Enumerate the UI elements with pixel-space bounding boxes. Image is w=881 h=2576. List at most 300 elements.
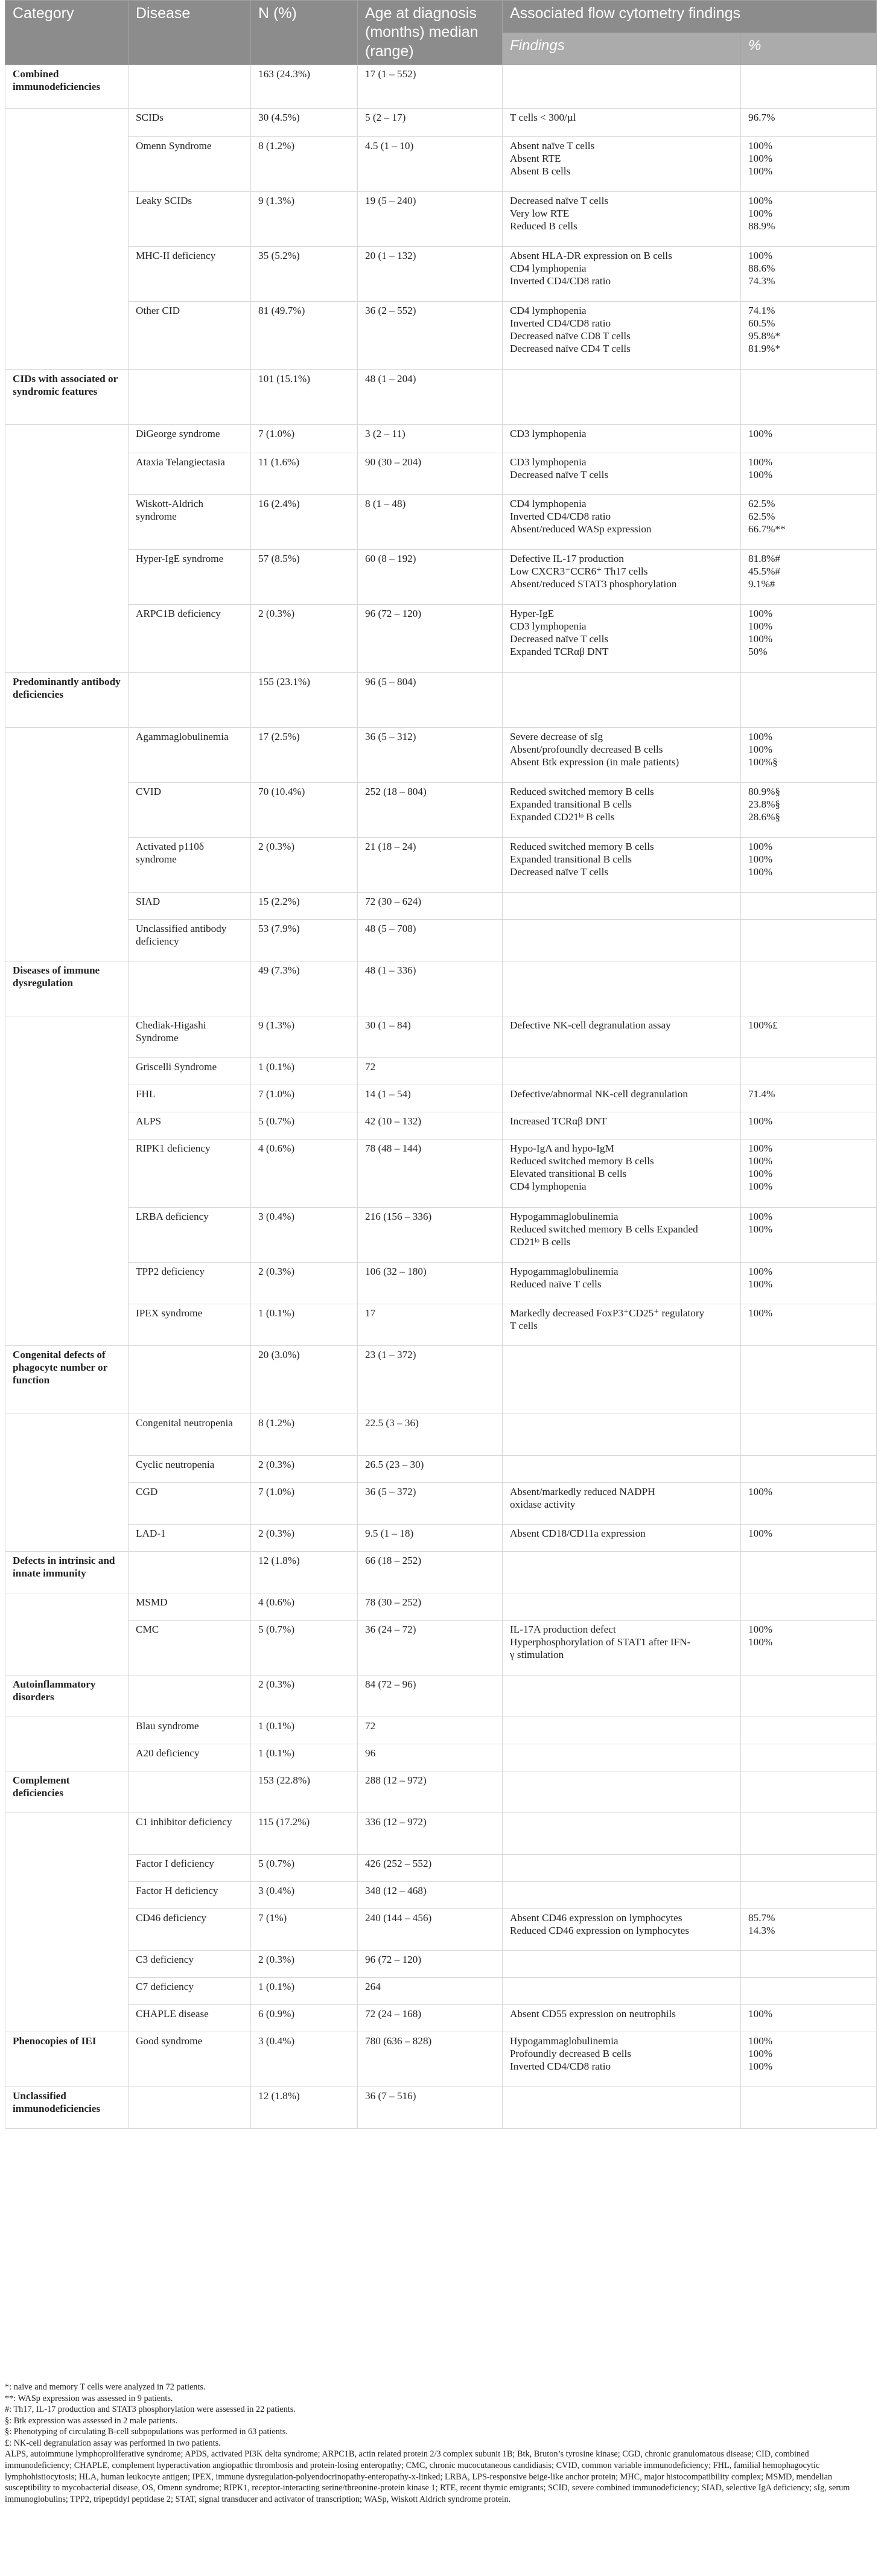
disease-name: Factor H deficiency xyxy=(129,1881,251,1908)
category-spacer xyxy=(5,108,129,369)
disease-name: CD46 deficiency xyxy=(129,1908,251,1950)
pct-line: 81.9%* xyxy=(748,342,780,354)
table-row xyxy=(5,1771,877,1812)
table-row xyxy=(5,1016,877,1057)
pct-line: 100% xyxy=(748,866,773,878)
pct-cell xyxy=(741,1854,877,1881)
pct-line: 50% xyxy=(748,645,768,657)
category-spacer xyxy=(5,424,129,672)
age-cell: 8 (1 – 48) xyxy=(358,494,503,549)
col-header-n: N (%) xyxy=(251,1,358,65)
findings-cell xyxy=(503,1812,741,1854)
finding-line: Hyper-IgE xyxy=(510,607,555,619)
age-cell: 26.5 (23 – 30) xyxy=(358,1455,503,1482)
age-cell: 106 (32 – 180) xyxy=(358,1262,503,1304)
category-label: Congenital defects of phagocyte number or function xyxy=(5,1345,129,1414)
pct-line: 100% xyxy=(748,1167,773,1179)
age-cell: 240 (144 – 456) xyxy=(358,1908,503,1950)
findings-cell xyxy=(503,2087,741,2128)
table-row xyxy=(5,1593,877,1620)
findings-cell xyxy=(503,2032,741,2087)
pct-cell xyxy=(741,1455,877,1482)
pct-cell xyxy=(741,1675,877,1717)
findings-cell xyxy=(503,369,741,424)
pct-cell xyxy=(741,1771,877,1812)
disease-name: FHL xyxy=(129,1085,251,1112)
n-cell: 35 (5.2%) xyxy=(251,246,358,301)
disease-name: MHC-II deficiency xyxy=(129,246,251,301)
disease-name: Blau syndrome xyxy=(129,1717,251,1744)
disease-name: Wiskott-Aldrich syndrome xyxy=(129,494,251,549)
category-label: Unclassified immunodeficiencies xyxy=(5,2087,129,2128)
pct-line: 100%£ xyxy=(748,1019,778,1031)
pct-line: 66.7%** xyxy=(748,523,786,535)
finding-line: Markedly decreased FoxP3⁺CD25⁺ regulatory xyxy=(510,1307,705,1319)
findings-cell xyxy=(503,727,741,782)
finding-line: Expanded transitional B cells xyxy=(510,853,632,865)
age-cell: 348 (12 – 468) xyxy=(358,1881,503,1908)
findings-cell xyxy=(503,604,741,672)
finding-line: oxidase activity xyxy=(510,1498,576,1510)
table-row xyxy=(5,1345,877,1414)
pct-cell xyxy=(741,1207,877,1262)
pct-cell xyxy=(741,2004,877,2032)
n-cell: 11 (1.6%) xyxy=(251,453,358,494)
pct-cell xyxy=(741,604,877,672)
findings-cell xyxy=(503,1345,741,1414)
table-row xyxy=(5,1881,877,1908)
table-row xyxy=(5,494,877,549)
age-cell: 336 (12 – 972) xyxy=(358,1812,503,1854)
n-cell: 7 (1%) xyxy=(251,1908,358,1950)
n-cell: 3 (0.4%) xyxy=(251,1207,358,1262)
findings-cell xyxy=(503,65,741,108)
table-row xyxy=(5,1482,877,1524)
pct-cell xyxy=(741,1057,877,1085)
findings-cell xyxy=(503,1085,741,1112)
pct-line: 100% xyxy=(748,152,773,164)
age-cell: 36 (24 – 72) xyxy=(358,1620,503,1675)
disease-name: Agammaglobulinemia xyxy=(129,727,251,782)
table-row xyxy=(5,424,877,453)
findings-cell xyxy=(503,892,741,919)
pct-line: 100% xyxy=(748,1142,773,1154)
n-cell: 2 (0.3%) xyxy=(251,604,358,672)
pct-cell xyxy=(741,1414,877,1455)
pct-line: 96.7% xyxy=(748,111,775,123)
n-cell: 7 (1.0%) xyxy=(251,1482,358,1524)
pct-line: 80.9%§ xyxy=(748,785,780,797)
finding-line: Absent HLA-DR expression on B cells xyxy=(510,249,672,261)
pct-cell xyxy=(741,494,877,549)
pct-line: 88.6% xyxy=(748,262,775,274)
table-row xyxy=(5,549,877,604)
category-label: Autoinflammatory disorders xyxy=(5,1675,129,1717)
age-cell: 84 (72 – 96) xyxy=(358,1675,503,1717)
pct-line: 14.3% xyxy=(748,1924,775,1936)
table-row xyxy=(5,1057,877,1085)
category-label: Diseases of immune dysregulation xyxy=(5,961,129,1016)
finding-line: Reduced CD46 expression on lymphocytes xyxy=(510,1924,689,1936)
n-cell: 4 (0.6%) xyxy=(251,1593,358,1620)
pct-cell xyxy=(741,246,877,301)
age-cell: 36 (7 – 516) xyxy=(358,2087,503,2128)
table-row xyxy=(5,2087,877,2128)
table-row xyxy=(5,1950,877,1977)
n-cell: 1 (0.1%) xyxy=(251,1744,358,1771)
disease-name: MSMD xyxy=(129,1593,251,1620)
findings-cell xyxy=(503,1593,741,1620)
category-spacer xyxy=(5,1717,129,1771)
pct-line: 100% xyxy=(748,1180,773,1192)
disease-name: SIAD xyxy=(129,892,251,919)
table-row xyxy=(5,1908,877,1950)
findings-cell xyxy=(503,2004,741,2032)
n-cell: 2 (0.3%) xyxy=(251,1524,358,1551)
n-cell: 30 (4.5%) xyxy=(251,108,358,136)
age-cell: 5 (2 – 17) xyxy=(358,108,503,136)
disease-name: SCIDs xyxy=(129,108,251,136)
findings-cell xyxy=(503,1908,741,1950)
pct-cell xyxy=(741,453,877,494)
findings-cell xyxy=(503,1950,741,1977)
finding-line: CD21ˡᵒ B cells xyxy=(510,1235,571,1248)
n-cell: 1 (0.1%) xyxy=(251,1977,358,2004)
finding-line: CD4 lymphopenia xyxy=(510,304,587,316)
table-row xyxy=(5,2004,877,2032)
category-spacer xyxy=(5,1016,129,1345)
pct-line: 100% xyxy=(748,607,773,619)
pct-line: 74.3% xyxy=(748,275,775,287)
pct-cell xyxy=(741,1112,877,1139)
disease-name: C3 deficiency xyxy=(129,1950,251,1977)
age-cell: 21 (18 – 24) xyxy=(358,837,503,892)
footnote: §: Phenotyping of circulating B-cell subpopulations was performed in 63 patients. xyxy=(5,2427,288,2437)
pct-line: 81.8%# xyxy=(748,552,780,564)
finding-line: Absent/profoundly decreased B cells xyxy=(510,743,663,755)
disease-name: ALPS xyxy=(129,1112,251,1139)
age-cell: 780 (636 – 828) xyxy=(358,2032,503,2087)
disease-name: Other CID xyxy=(129,301,251,369)
finding-line: CD4 lymphopenia xyxy=(510,1180,587,1192)
finding-line: Hypogammaglobulinemia xyxy=(510,1265,619,1277)
finding-line: CD3 lymphopenia xyxy=(510,620,587,632)
disease-name: Activated p110δ syndrome xyxy=(129,837,251,892)
findings-cell xyxy=(503,1551,741,1593)
n-cell: 8 (1.2%) xyxy=(251,136,358,191)
finding-line: Absent RTE xyxy=(510,152,561,164)
finding-line: Defective NK-cell degranulation assay xyxy=(510,1019,671,1031)
pct-cell xyxy=(741,1085,877,1112)
table-row xyxy=(5,1620,877,1675)
n-cell: 12 (1.8%) xyxy=(251,1551,358,1593)
age-cell: 14 (1 – 54) xyxy=(358,1085,503,1112)
findings-cell xyxy=(503,1854,741,1881)
finding-line: Decreased naïve T cells xyxy=(510,633,609,645)
findings-cell xyxy=(503,672,741,727)
findings-cell xyxy=(503,1771,741,1812)
pct-cell xyxy=(741,1812,877,1854)
pct-line: 62.5% xyxy=(748,510,775,522)
header-row xyxy=(5,1,877,33)
n-cell: 9 (1.3%) xyxy=(251,191,358,246)
table-row xyxy=(5,1455,877,1482)
age-cell: 48 (5 – 708) xyxy=(358,919,503,961)
table-row xyxy=(5,672,877,727)
disease-name: Hyper-IgE syndrome xyxy=(129,549,251,604)
pct-line: 100% xyxy=(748,249,773,261)
pct-line: 100% xyxy=(748,1115,773,1127)
age-cell: 72 xyxy=(358,1057,503,1085)
findings-cell xyxy=(503,1139,741,1207)
finding-line: Absent B cells xyxy=(510,165,571,177)
category-label: Complement deficiencies xyxy=(5,1771,129,1812)
pct-cell xyxy=(741,136,877,191)
pct-cell xyxy=(741,2032,877,2087)
n-cell: 2 (0.3%) xyxy=(251,837,358,892)
findings-cell xyxy=(503,549,741,604)
age-cell: 36 (5 – 312) xyxy=(358,727,503,782)
finding-line: Profoundly decreased B cells xyxy=(510,2047,631,2059)
category-label: Defects in intrinsic and innate immunity xyxy=(5,1551,129,1593)
n-cell: 1 (0.1%) xyxy=(251,1057,358,1085)
disease-name: TPP2 deficiency xyxy=(129,1262,251,1304)
age-cell: 288 (12 – 972) xyxy=(358,1771,503,1812)
finding-line: Inverted CD4/CD8 ratio xyxy=(510,2060,611,2072)
age-cell: 3 (2 – 11) xyxy=(358,424,503,453)
age-cell: 78 (30 – 252) xyxy=(358,1593,503,1620)
n-cell: 101 (15.1%) xyxy=(251,369,358,424)
finding-line: Hypogammaglobulinemia xyxy=(510,2035,619,2047)
category-spacer xyxy=(5,1812,129,2032)
finding-line: Expanded TCRαβ DNT xyxy=(510,645,609,657)
finding-line: Absent CD55 expression on neutrophils xyxy=(510,2007,676,2020)
age-cell: 22.5 (3 – 36) xyxy=(358,1414,503,1455)
n-cell: 7 (1.0%) xyxy=(251,1085,358,1112)
category-spacer xyxy=(5,1414,129,1551)
finding-line: Inverted CD4/CD8 ratio xyxy=(510,510,611,522)
finding-line: Hypo-IgA and hypo-IgM xyxy=(510,1142,614,1154)
finding-line: Low CXCR3⁻CCR6⁺ Th17 cells xyxy=(510,565,648,577)
n-cell: 153 (22.8%) xyxy=(251,1771,358,1812)
finding-line: Absent Btk expression (in male patients) xyxy=(510,756,679,768)
findings-cell xyxy=(503,1262,741,1304)
findings-cell xyxy=(503,1675,741,1717)
age-cell: 4.5 (1 – 10) xyxy=(358,136,503,191)
n-cell: 4 (0.6%) xyxy=(251,1139,358,1207)
findings-cell xyxy=(503,1455,741,1482)
n-cell: 163 (24.3%) xyxy=(251,65,358,108)
table-row xyxy=(5,1675,877,1717)
n-cell: 2 (0.3%) xyxy=(251,1455,358,1482)
pct-line: 88.9% xyxy=(748,220,775,232)
finding-line: Absent naïve T cells xyxy=(510,139,595,151)
n-cell: 7 (1.0%) xyxy=(251,424,358,453)
n-cell: 2 (0.3%) xyxy=(251,1675,358,1717)
disease-name: Griscelli Syndrome xyxy=(129,1057,251,1085)
n-cell: 3 (0.4%) xyxy=(251,1881,358,1908)
pct-cell xyxy=(741,1744,877,1771)
category-label: CIDs with associated or syndromic features xyxy=(5,369,129,424)
finding-line: Absent CD46 expression on lymphocytes xyxy=(510,1911,682,1924)
finding-line: Decreased naïve CD4 T cells xyxy=(510,342,631,354)
finding-line: Absent/reduced STAT3 phosphorylation xyxy=(510,578,677,590)
n-cell: 3 (0.4%) xyxy=(251,2032,358,2087)
age-cell: 72 (24 – 168) xyxy=(358,2004,503,2032)
findings-cell xyxy=(503,1620,741,1675)
disease-name: CMC xyxy=(129,1620,251,1675)
pct-line: 100% xyxy=(748,2035,773,2047)
table-row xyxy=(5,1717,877,1744)
findings-cell xyxy=(503,453,741,494)
finding-line: Reduced switched memory B cells xyxy=(510,1155,654,1167)
age-cell: 96 (72 – 120) xyxy=(358,1950,503,1977)
pct-line: 100% xyxy=(748,139,773,151)
col-header-findings: Findings xyxy=(503,33,741,65)
col-header-disease: Disease xyxy=(129,1,251,65)
pct-line: 100%§ xyxy=(748,756,778,768)
disease-name: LRBA deficiency xyxy=(129,1207,251,1262)
n-cell: 5 (0.7%) xyxy=(251,1854,358,1881)
n-cell: 2 (0.3%) xyxy=(251,1950,358,1977)
finding-line: CD4 lymphopenia xyxy=(510,262,587,274)
pct-cell xyxy=(741,672,877,727)
disease-name: IPEX syndrome xyxy=(129,1304,251,1345)
finding-line: Reduced naïve T cells xyxy=(510,1278,602,1290)
age-cell: 264 xyxy=(358,1977,503,2004)
table-row xyxy=(5,2032,877,2087)
table-row xyxy=(5,1524,877,1551)
age-cell: 72 (30 – 624) xyxy=(358,892,503,919)
pct-cell xyxy=(741,1551,877,1593)
pct-line: 100% xyxy=(748,743,773,755)
pct-cell xyxy=(741,919,877,961)
pct-line: 71.4% xyxy=(748,1088,775,1100)
age-cell: 60 (8 – 192) xyxy=(358,549,503,604)
pct-line: 62.5% xyxy=(748,497,775,509)
footnote: *: naïve and memory T cells were analyzed in 72 patients. xyxy=(5,2382,206,2392)
col-header-category: Category xyxy=(5,1,129,65)
category-spacer xyxy=(5,1593,129,1675)
finding-line: Inverted CD4/CD8 ratio xyxy=(510,275,611,287)
pct-line: 100% xyxy=(748,2060,773,2072)
disease-name: Congenital neutropenia xyxy=(129,1414,251,1455)
age-cell: 252 (18 – 804) xyxy=(358,782,503,837)
findings-cell xyxy=(503,1207,741,1262)
pct-cell xyxy=(741,549,877,604)
disease-cell xyxy=(129,672,251,727)
disease-name: Factor I deficiency xyxy=(129,1854,251,1881)
disease-name: Ataxia Telangiectasia xyxy=(129,453,251,494)
n-cell: 15 (2.2%) xyxy=(251,892,358,919)
n-cell: 1 (0.1%) xyxy=(251,1717,358,1744)
n-cell: 6 (0.9%) xyxy=(251,2004,358,2032)
pct-cell xyxy=(741,369,877,424)
pct-line: 100% xyxy=(748,207,773,219)
disease-name: Unclassified antibody deficiency xyxy=(129,919,251,961)
finding-line: CD3 lymphopenia xyxy=(510,456,587,468)
disease-cell xyxy=(129,1551,251,1593)
table-row xyxy=(5,1854,877,1881)
pct-line: 100% xyxy=(748,1223,773,1235)
n-cell: 81 (49.7%) xyxy=(251,301,358,369)
pct-cell xyxy=(741,1950,877,1977)
disease-name: Chediak-Higashi Syndrome xyxy=(129,1016,251,1057)
finding-line: Expanded transitional B cells xyxy=(510,798,632,810)
disease-name: RIPK1 deficiency xyxy=(129,1139,251,1207)
disease-name: C1 inhibitor deficiency xyxy=(129,1812,251,1854)
n-cell: 57 (8.5%) xyxy=(251,549,358,604)
findings-cell xyxy=(503,837,741,892)
pct-cell xyxy=(741,108,877,136)
pct-cell xyxy=(741,2087,877,2128)
findings-cell xyxy=(503,1304,741,1345)
table-row xyxy=(5,1551,877,1593)
finding-line: Severe decrease of sIg xyxy=(510,730,603,742)
pct-line: 100% xyxy=(748,2047,773,2059)
n-cell: 2 (0.3%) xyxy=(251,1262,358,1304)
pct-cell xyxy=(741,1262,877,1304)
pct-line: 60.5% xyxy=(748,317,775,329)
pct-cell xyxy=(741,1717,877,1744)
age-cell: 216 (156 – 336) xyxy=(358,1207,503,1262)
n-cell: 53 (7.9%) xyxy=(251,919,358,961)
table-row xyxy=(5,604,877,672)
age-cell: 72 xyxy=(358,1717,503,1744)
n-cell: 5 (0.7%) xyxy=(251,1620,358,1675)
disease-cell xyxy=(129,369,251,424)
disease-cell xyxy=(129,1345,251,1414)
pct-line: 45.5%# xyxy=(748,565,780,577)
immunodeficiency-table xyxy=(5,0,877,2129)
age-cell: 96 (5 – 804) xyxy=(358,672,503,727)
age-cell: 90 (30 – 204) xyxy=(358,453,503,494)
age-cell: 30 (1 – 84) xyxy=(358,1016,503,1057)
finding-line: IL-17A production defect xyxy=(510,1623,616,1635)
age-cell: 20 (1 – 132) xyxy=(358,246,503,301)
age-cell: 78 (48 – 144) xyxy=(358,1139,503,1207)
disease-name: Omenn Syndrome xyxy=(129,136,251,191)
category-spacer xyxy=(5,727,129,961)
n-cell: 155 (23.1%) xyxy=(251,672,358,727)
footnote: £: NK-cell degranulation assay was performed in two patients. xyxy=(5,2438,221,2448)
pct-cell xyxy=(741,1524,877,1551)
pct-line: 100% xyxy=(748,1623,773,1635)
pct-line: 28.6%§ xyxy=(748,811,780,823)
category-label: Predominantly antibody deficiencies xyxy=(5,672,129,727)
n-cell: 49 (7.3%) xyxy=(251,961,358,1016)
table-row xyxy=(5,1139,877,1207)
pct-cell xyxy=(741,892,877,919)
table-row xyxy=(5,1812,877,1854)
table-row xyxy=(5,961,877,1016)
n-cell: 70 (10.4%) xyxy=(251,782,358,837)
finding-line: Reduced switched memory B cells Expanded xyxy=(510,1223,698,1235)
findings-cell xyxy=(503,1977,741,2004)
age-cell: 19 (5 – 240) xyxy=(358,191,503,246)
table-row xyxy=(5,108,877,136)
pct-cell xyxy=(741,782,877,837)
disease-name: Good syndrome xyxy=(129,2032,251,2087)
table-row xyxy=(5,1207,877,1262)
table-body xyxy=(5,65,877,2128)
pct-cell xyxy=(741,837,877,892)
table-row xyxy=(5,837,877,892)
findings-cell xyxy=(503,961,741,1016)
table-row xyxy=(5,892,877,919)
disease-name: CGD xyxy=(129,1482,251,1524)
n-cell: 20 (3.0%) xyxy=(251,1345,358,1414)
